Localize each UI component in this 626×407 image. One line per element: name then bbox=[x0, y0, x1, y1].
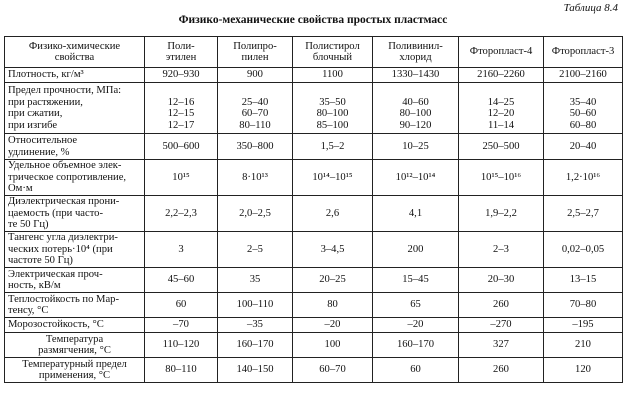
property-value: 35–50 80–100 85–100 bbox=[293, 83, 373, 134]
property-value: 80 bbox=[293, 293, 373, 318]
property-value: 40–60 80–100 90–120 bbox=[373, 83, 459, 134]
header-material: Полипро- пилен bbox=[218, 37, 293, 68]
property-label: Температура размягчения, °С bbox=[5, 333, 145, 358]
properties-table bbox=[4, 36, 623, 383]
property-value: –70 bbox=[145, 318, 218, 333]
table-row bbox=[5, 83, 623, 134]
property-value: 1,5–2 bbox=[293, 134, 373, 160]
property-value: 160–170 bbox=[373, 333, 459, 358]
property-value: 200 bbox=[373, 232, 459, 268]
table-row bbox=[5, 232, 623, 268]
header-material: Фторопласт-3 bbox=[544, 37, 623, 68]
table-title: Физико-механические свойства простых пластмасс bbox=[178, 14, 448, 26]
property-value: 920–930 bbox=[145, 68, 218, 83]
property-value: 3 bbox=[145, 232, 218, 268]
property-value: 1330–1430 bbox=[373, 68, 459, 83]
table-row bbox=[5, 68, 623, 83]
property-value: 10¹⁴–10¹⁵ bbox=[293, 160, 373, 196]
property-value: 65 bbox=[373, 293, 459, 318]
property-label: Температурный предел применения, °С bbox=[5, 358, 145, 383]
property-label: Предел прочности, МПа: при растяжении, при сжатии, при изгибе bbox=[5, 83, 145, 134]
property-value: 2,0–2,5 bbox=[218, 196, 293, 232]
property-value: 900 bbox=[218, 68, 293, 83]
property-value: 10¹²–10¹⁴ bbox=[373, 160, 459, 196]
header-row bbox=[5, 37, 623, 68]
property-label: Диэлектрическая прони- цаемость (при часто- те 50 Гц) bbox=[5, 196, 145, 232]
property-label: Относительное удлинение, % bbox=[5, 134, 145, 160]
property-value: 60–70 bbox=[293, 358, 373, 383]
header-material: Поливинил- хлорид bbox=[373, 37, 459, 68]
property-value: 210 bbox=[544, 333, 623, 358]
header-material: Поли- этилен bbox=[145, 37, 218, 68]
property-value: 35 bbox=[218, 268, 293, 293]
property-value: 2160–2260 bbox=[459, 68, 544, 83]
property-label: Плотность, кг/м³ bbox=[5, 68, 145, 83]
property-value: 100 bbox=[293, 333, 373, 358]
property-value: –20 bbox=[373, 318, 459, 333]
property-value: 8·10¹³ bbox=[218, 160, 293, 196]
property-value: 20–25 bbox=[293, 268, 373, 293]
property-value: 2–3 bbox=[459, 232, 544, 268]
property-value: 35–40 50–60 60–80 bbox=[544, 83, 623, 134]
property-value: 13–15 bbox=[544, 268, 623, 293]
property-value: 4,1 bbox=[373, 196, 459, 232]
property-value: 120 bbox=[544, 358, 623, 383]
property-value: 0,02–0,05 bbox=[544, 232, 623, 268]
property-value: 2100–2160 bbox=[544, 68, 623, 83]
property-value: 160–170 bbox=[218, 333, 293, 358]
table-caption: Таблица 8.4 bbox=[563, 2, 618, 14]
property-label: Морозостойкость, °С bbox=[5, 318, 145, 333]
property-value: 100–110 bbox=[218, 293, 293, 318]
property-value: 1100 bbox=[293, 68, 373, 83]
property-value: 2,2–2,3 bbox=[145, 196, 218, 232]
property-value: 80–110 bbox=[145, 358, 218, 383]
header-material: Фторопласт-4 bbox=[459, 37, 544, 68]
property-value: 350–800 bbox=[218, 134, 293, 160]
table-row bbox=[5, 160, 623, 196]
property-value: 1,9–2,2 bbox=[459, 196, 544, 232]
property-label: Теплостойкость по Мар- тенсу, °С bbox=[5, 293, 145, 318]
property-value: 250–500 bbox=[459, 134, 544, 160]
property-value: –35 bbox=[218, 318, 293, 333]
table-row bbox=[5, 268, 623, 293]
property-value: –270 bbox=[459, 318, 544, 333]
property-value: 10¹⁵–10¹⁶ bbox=[459, 160, 544, 196]
property-value: 260 bbox=[459, 293, 544, 318]
header-material: Полистирол блочный bbox=[293, 37, 373, 68]
property-value: 12–16 12–15 12–17 bbox=[145, 83, 218, 134]
property-value: 260 bbox=[459, 358, 544, 383]
property-value: –195 bbox=[544, 318, 623, 333]
table-row bbox=[5, 293, 623, 318]
table-row bbox=[5, 333, 623, 358]
table-row bbox=[5, 134, 623, 160]
table-body bbox=[5, 68, 623, 383]
table-row bbox=[5, 358, 623, 383]
property-value: 140–150 bbox=[218, 358, 293, 383]
property-value: 45–60 bbox=[145, 268, 218, 293]
property-value: 110–120 bbox=[145, 333, 218, 358]
property-value: 2,5–2,7 bbox=[544, 196, 623, 232]
property-value: 327 bbox=[459, 333, 544, 358]
property-value: 60 bbox=[145, 293, 218, 318]
property-value: 2–5 bbox=[218, 232, 293, 268]
table-row bbox=[5, 196, 623, 232]
property-value: 20–30 bbox=[459, 268, 544, 293]
property-value: –20 bbox=[293, 318, 373, 333]
property-value: 3–4,5 bbox=[293, 232, 373, 268]
property-label: Электрическая проч- ность, кВ/м bbox=[5, 268, 145, 293]
table-row bbox=[5, 318, 623, 333]
property-value: 60 bbox=[373, 358, 459, 383]
property-value: 1,2·10¹⁶ bbox=[544, 160, 623, 196]
property-value: 70–80 bbox=[544, 293, 623, 318]
property-value: 20–40 bbox=[544, 134, 623, 160]
property-label: Удельное объемное элек- трическое сопротивление, Ом·м bbox=[5, 160, 145, 196]
property-value: 2,6 bbox=[293, 196, 373, 232]
property-value: 500–600 bbox=[145, 134, 218, 160]
header-property: Физико-химические свойства bbox=[5, 37, 145, 68]
property-value: 10¹⁵ bbox=[145, 160, 218, 196]
property-value: 25–40 60–70 80–110 bbox=[218, 83, 293, 134]
property-value: 10–25 bbox=[373, 134, 459, 160]
property-value: 14–25 12–20 11–14 bbox=[459, 83, 544, 134]
property-value: 15–45 bbox=[373, 268, 459, 293]
property-label: Тангенс угла диэлектри- ческих потерь·10⁴ (при частоте 50 Гц) bbox=[5, 232, 145, 268]
